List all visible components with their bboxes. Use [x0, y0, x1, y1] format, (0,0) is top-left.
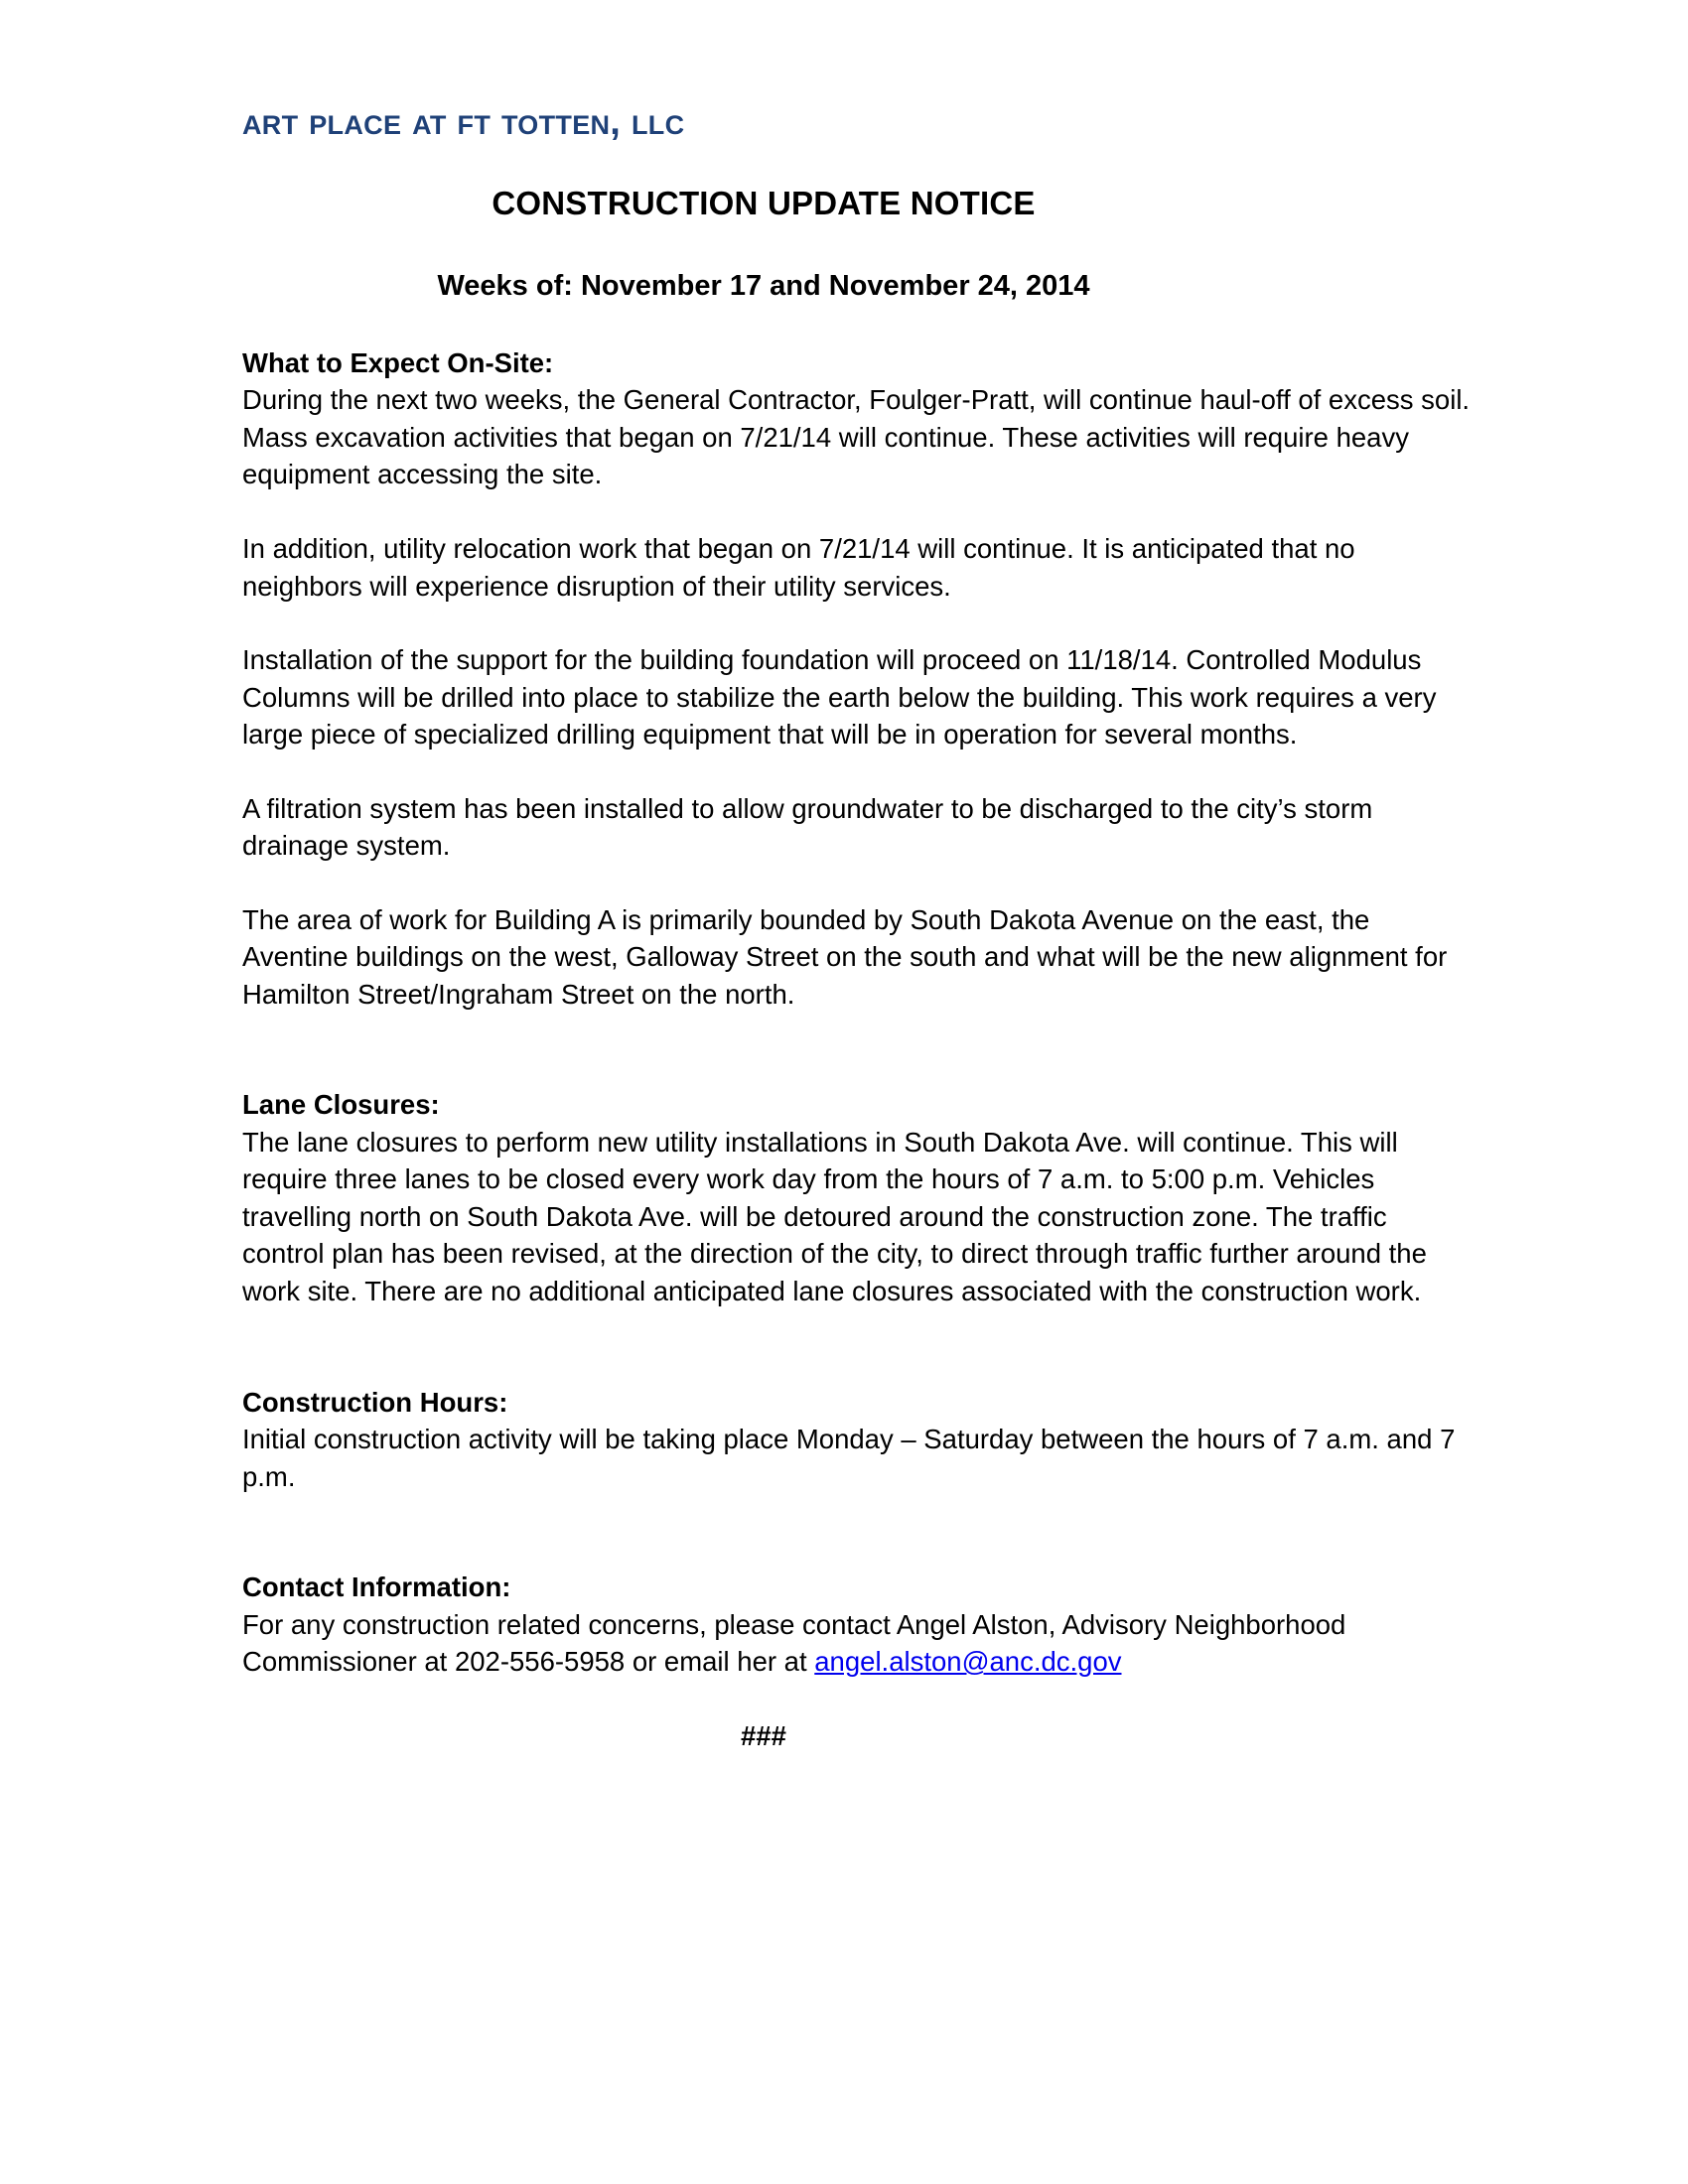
section-what-to-expect — [242, 344, 1474, 1013]
section-heading-what-to-expect: What to Expect On-Site: — [242, 346, 554, 378]
page-title: CONSTRUCTION UPDATE NOTICE — [492, 184, 1036, 221]
paragraph-spacer — [242, 865, 1474, 901]
section-contact-information — [242, 1569, 1474, 1681]
paragraph — [242, 1606, 1474, 1681]
document-content — [242, 0, 1474, 1752]
paragraph: In addition, utility relocation work that began on 7/21/14 will continue. It is anticipated that no neighbors will experience disruption of their utility services. — [242, 533, 1355, 602]
paragraph: Initial construction activity will be taking place Monday – Saturday between the hours of 7 a.m. and 7 p.m. — [242, 1424, 1456, 1492]
paragraph: The lane closures to perform new utility installations in South Dakota Ave. will continue. This will require three lanes to be closed every work day from the hours of 7 a.m. to 5:00 p.m. Vehicles travelling north on South Dakota Ave. will be detoured around the construction zone. The traffic control plan has been revised, at the direction of the city, to direct through traffic further around the work site. There are no additional anticipated lane closures associated with the construction work. — [242, 1126, 1427, 1306]
paragraph-spacer — [242, 753, 1474, 790]
paragraph: Installation of the support for the building foundation will proceed on 11/18/14. Controlled Modulus Columns will be drilled into place to stabilize the earth below the building. This work requires a very large piece of specialized drilling equipment that will be in operation for several months. — [242, 644, 1437, 751]
section-spacer — [242, 1495, 1474, 1569]
paragraph-spacer — [242, 493, 1474, 530]
contact-paragraph-text: For any construction related concerns, please contact Angel Alston, Advisory Neighborhood Commissioner at 202-556-5958 or email her at — [242, 1608, 1346, 1678]
company-letterhead: art place at ft totten, llc — [242, 101, 685, 143]
section-construction-hours — [242, 1384, 1474, 1496]
paragraph-spacer — [242, 605, 1474, 641]
section-heading-contact-information: Contact Information: — [242, 1571, 511, 1603]
paragraph: During the next two weeks, the General Contractor, Foulger-Pratt, will continue haul-off of excess soil. Mass excavation activities that began on 7/21/14 will continue. These activities will require heavy equipment accessing the site. — [242, 384, 1471, 490]
section-heading-lane-closures: Lane Closures: — [242, 1089, 440, 1121]
paragraph: The area of work for Building A is primarily bounded by South Dakota Avenue on the east, the Aventine buildings on the west, Galloway Street on the south and what will be the new alignment for Hamilton Street/Ingraham Street on the north. — [242, 903, 1448, 1010]
paragraph: A filtration system has been installed to allow groundwater to be discharged to the city’s storm drainage system. — [242, 792, 1373, 862]
date-range-subtitle: Weeks of: November 17 and November 24, 2014 — [437, 269, 1090, 302]
section-spacer — [242, 1310, 1474, 1384]
end-of-document-mark: ### — [741, 1719, 786, 1751]
section-heading-construction-hours: Construction Hours: — [242, 1386, 508, 1418]
contact-email-link[interactable]: angel.alston@anc.dc.gov — [814, 1646, 1122, 1678]
section-lane-closures — [242, 1086, 1474, 1309]
section-spacer — [242, 1013, 1474, 1086]
